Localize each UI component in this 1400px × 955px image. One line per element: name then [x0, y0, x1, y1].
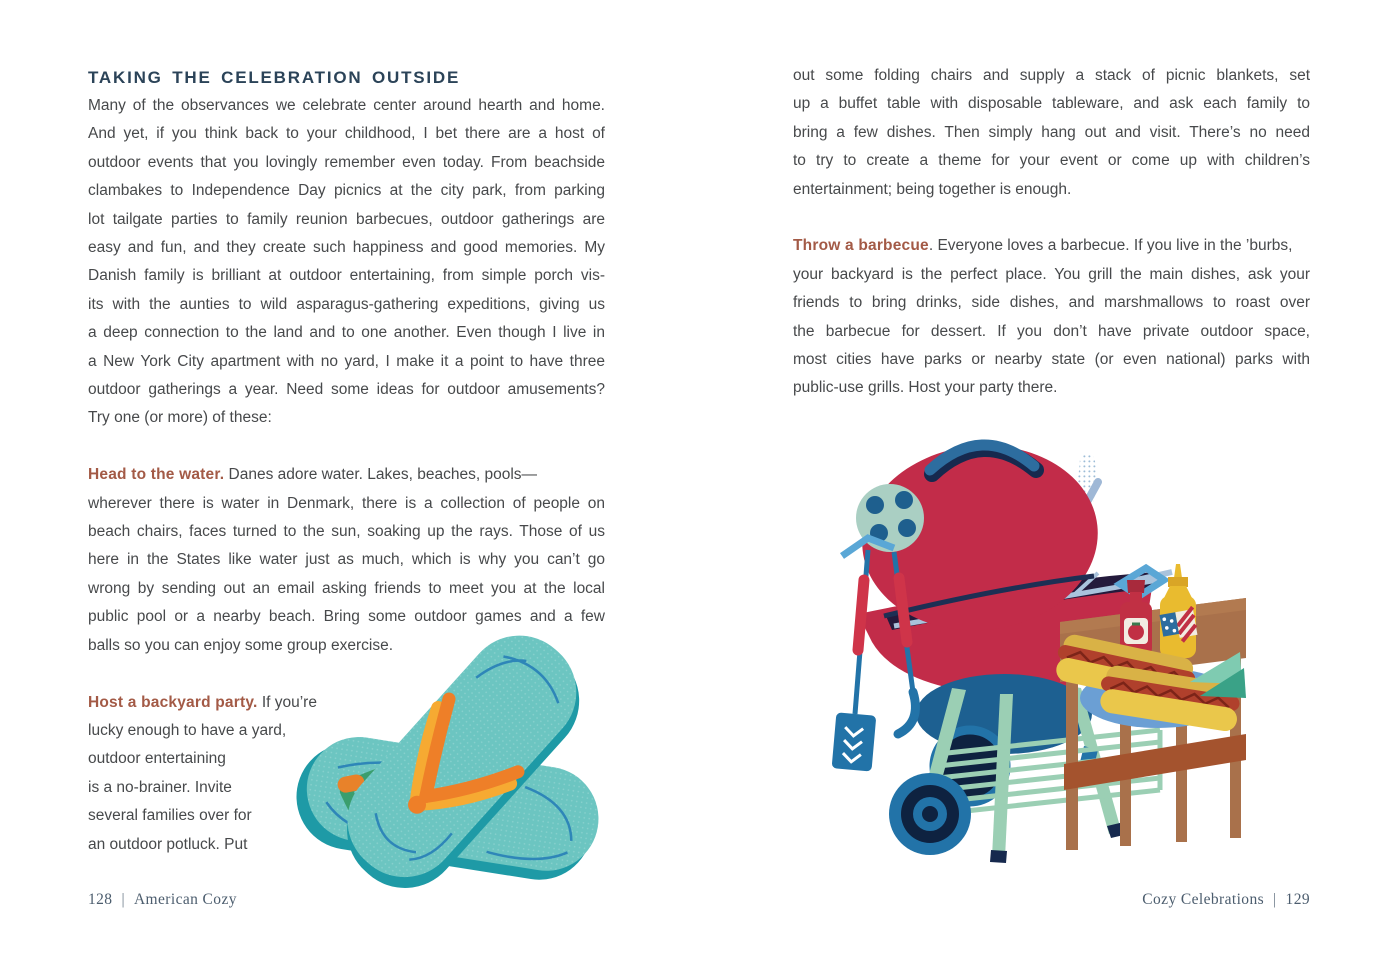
lead-line — [793, 232, 1310, 260]
text-line: Many of the observances we celebrate center around hearth and home. — [88, 97, 605, 114]
text-line: easy and fun, and they create such happiness and good memories. My — [88, 239, 605, 257]
text-line: outdoor entertaining — [88, 750, 226, 768]
text-line: outdoor events that you lovingly remember even today. From beachside — [88, 153, 605, 171]
flip-flops-illustration — [293, 626, 613, 892]
book-title: American Cozy — [133, 891, 237, 908]
continuation-paragraph — [793, 62, 1310, 204]
text-line: several families over for — [88, 807, 252, 825]
text-line: wrong by sending out an email asking friends to meet you at the local — [88, 579, 605, 597]
barbecue-illustration — [828, 430, 1250, 870]
text-line: public-use grills. Host your party there. — [793, 379, 1058, 397]
throw-barbecue-paragraph — [793, 232, 1310, 402]
page-number: 128 — [88, 891, 113, 908]
text-line: public pool or a nearby beach. Bring some outdoor games and a few — [88, 608, 605, 626]
paragraph-lines — [793, 261, 1310, 403]
right-page-footer — [1142, 891, 1310, 909]
barbecue-svg — [828, 430, 1250, 870]
text-line: a New York City apartment with no yard, I make it a point to have three — [88, 352, 605, 370]
text-line: beach chairs, faces turned to the sun, soaking up the rays. Those of us — [88, 523, 605, 541]
chapter-title: Cozy Celebrations — [1142, 891, 1265, 908]
flip-flops-svg — [293, 626, 613, 892]
subhead-host-a-backyard-party: Host a backyard party. — [88, 693, 258, 711]
text-line: outdoor gatherings a year. Need some ideas for outdoor amusements? — [88, 381, 605, 399]
footer-divider: | — [121, 891, 125, 908]
text-line: clambakes to Independence Day picnics at the city park, from parking — [88, 182, 605, 200]
lead-line — [88, 461, 605, 489]
text-line: balls so you can enjoy some group exercise. — [88, 636, 393, 654]
page-number: 129 — [1285, 891, 1310, 908]
text-line: is a no-brainer. Invite — [88, 778, 232, 796]
text-line: its with the aunties to wild asparagus-gathering expeditions, giving us — [88, 295, 605, 313]
text-line: Danish family is brilliant at outdoor entertaining, from simple porch vis- — [88, 267, 605, 285]
text-line: a deep connection to the land and to one another. Even though I live in — [88, 324, 605, 342]
text-line: your backyard is the perfect place. You grill the main dishes, ask your — [793, 265, 1310, 283]
text-line: bring a few dishes. Then simply hang out and visit. There’s no need — [793, 123, 1310, 141]
text-line: here in the States like water just as much, which is why you can’t go — [88, 551, 605, 569]
intro-paragraph — [88, 92, 605, 433]
text-line: Try one (or more) of these: — [88, 409, 272, 427]
spatula — [832, 550, 877, 772]
left-page-footer — [88, 891, 237, 909]
text-line: out some folding chairs and supply a stack of picnic blankets, set — [793, 67, 1310, 84]
footer-divider: | — [1273, 891, 1277, 908]
lead-rest-text: If you’re — [257, 693, 317, 711]
subhead-head-to-the-water: Head to the water. — [88, 466, 225, 484]
right-page-column — [793, 62, 1310, 403]
text-line: wherever there is water in Denmark, there is a collection of people on — [88, 494, 605, 512]
section-heading: TAKING THE CELEBRATION OUTSIDE — [88, 68, 461, 87]
text-line: lot tailgate parties to family reunion barbecues, outdoor gatherings are — [88, 210, 605, 228]
subhead-throw-a-barbecue: Throw a barbecue — [793, 237, 929, 255]
lead-rest-text: . Everyone loves a barbecue. If you live in the ’burbs, — [928, 237, 1293, 255]
text-line: friends to bring drinks, side dishes, and marshmallows to roast over — [793, 294, 1310, 312]
text-line: lucky enough to have a yard, — [88, 721, 287, 739]
text-line: most cities have parks or nearby state (or even national) parks with — [793, 351, 1310, 369]
front-wheel — [889, 773, 971, 855]
lead-rest-text: Danes adore water. Lakes, beaches, pools— — [224, 466, 538, 484]
text-line: an outdoor potluck. Put — [88, 835, 248, 853]
text-line: up a buffet table with disposable tableware, and ask each family to — [793, 95, 1310, 113]
text-line: And yet, if you think back to your childhood, I bet there are a host of — [88, 125, 605, 143]
text-line: entertainment; being together is enough. — [793, 180, 1072, 198]
text-line: to try to create a theme for your event or come up with children’s — [793, 152, 1310, 170]
text-line: the barbecue for dessert. If you don’t have private outdoor space, — [793, 322, 1310, 340]
